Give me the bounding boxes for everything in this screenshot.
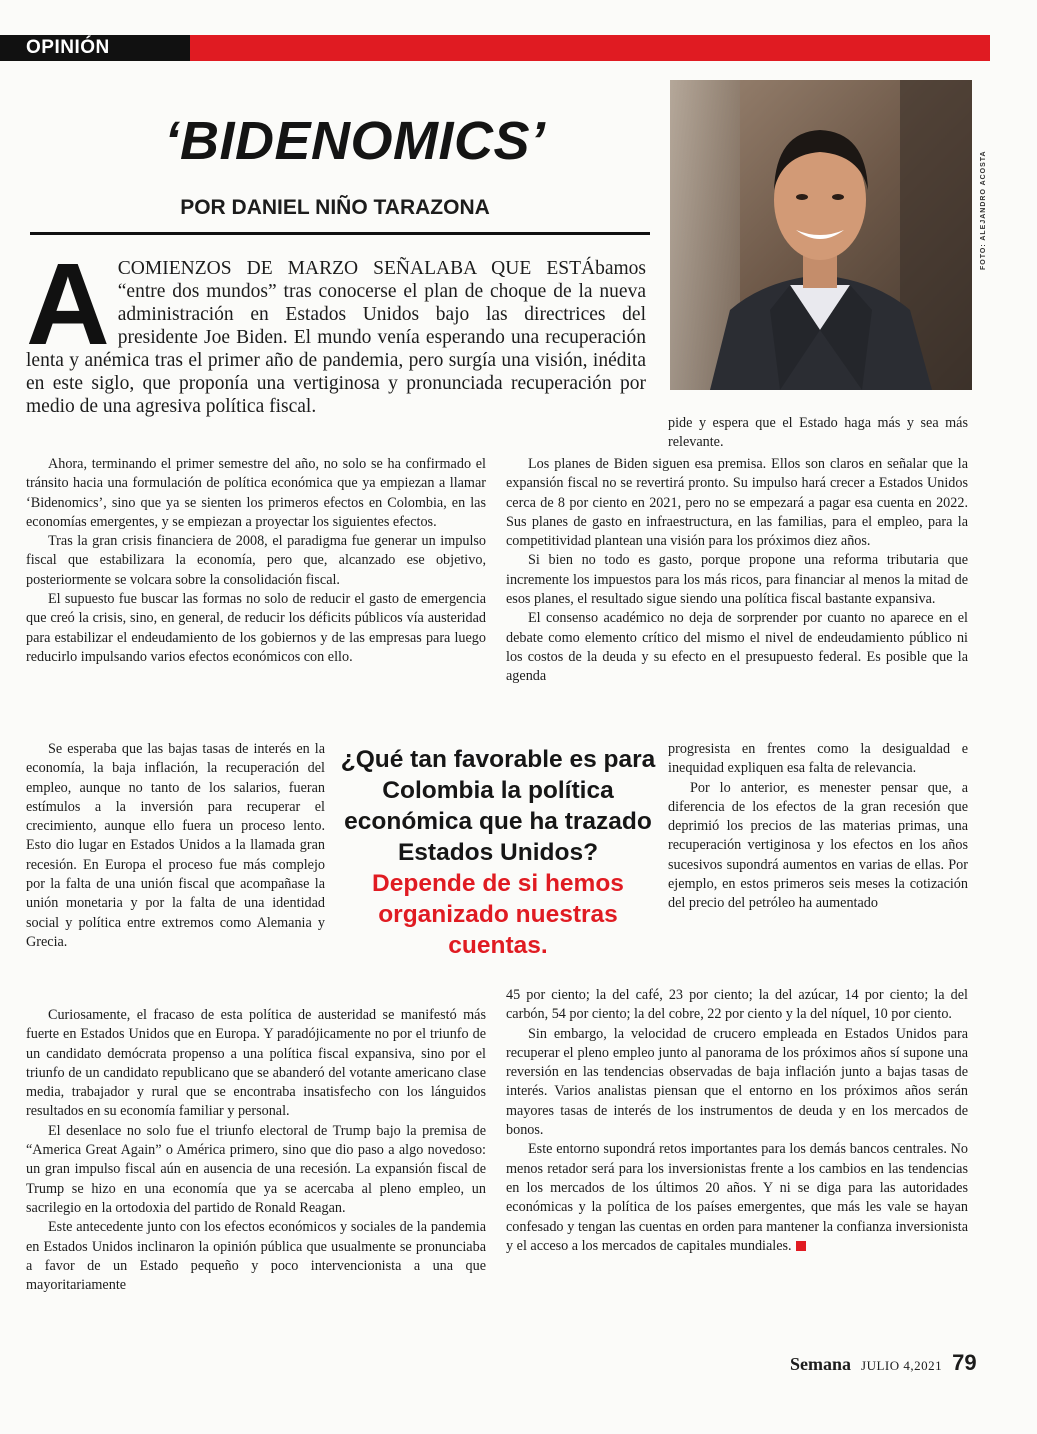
section-bar <box>0 35 990 61</box>
pull-quote-answer: Depende de si hemos organizado nuestras cuentas. <box>372 870 624 959</box>
paragraph: Tras la gran crisis financiera de 2008, el paradigma fue generar un impulso fiscal que estabilizara la economía, pero que, alcanzado ese objetivo, posteriormente se volcara sobre la consolidación fiscal. <box>26 533 486 588</box>
right-bottom-column <box>506 986 968 1256</box>
pull-quote-question: ¿Qué tan favorable es para Colombia la política económica que ha trazado Estados Unidos? <box>340 746 656 866</box>
paragraph <box>506 1140 968 1256</box>
magazine-name: Semana <box>790 1354 852 1374</box>
paragraph: pide y espera que el Estado haga más y sea más relevante. <box>668 415 968 451</box>
paragraph: Los planes de Biden siguen esa premisa. Ellos son claros en señalar que la expansión fiscal no se revertirá pronto. Su impulso hará crecer a Estados Unidos cerca de 8 por ciento en 2021, pero no se empezará a pagar esa cuenta en 2022. Sus planes de gasto en infraestructura, en las familias, para el empleo, para la competitividad plantean una visión para los próximos diez años. <box>506 456 968 550</box>
paragraph: progresista en frentes como la desigualdad e inequidad expliquen esa falta de relevancia. <box>668 741 968 777</box>
issue-date: JULIO 4,2021 <box>861 1358 943 1373</box>
author-photo <box>670 80 972 390</box>
paragraph: El supuesto fue buscar las formas no solo de reducir el gasto de emergencia que creó la crisis, sino, en general, de reducir los déficits públicos vía austeridad para estabilizar el endeudamiento de los gobiernos y de las empresas para luego reducirlo impulsando varios efectos económicos con ello. <box>26 591 486 665</box>
lede-text: COMIENZOS DE MARZO SEÑALABA QUE ESTÁbamos “entre dos mundos” tras conocerse el plan de choque de la nueva administración en Estados Unidos bajo las directrices del presidente Joe Biden. El mundo venía esperando una recuperación lenta y anémica tras el primer año de pandemia, pero surgía una visión, inédita en este siglo, que proponía una vertiginosa y pronunciada recuperación por medio de una agresiva política fiscal. <box>26 258 646 417</box>
paragraph: Sin embargo, la velocidad de crucero empleada en Estados Unidos para recuperar el pleno empleo junto al panorama de los próximos años sí supone una reversión en las tendencias observadas de baja inflación junto a bajas tasas de interés. Varios analistas piensan que el entorno en los próximos años serán mayores tasas de interés de los instrumentos de deuda y en los mercados de bonos. <box>506 1025 968 1139</box>
byline: POR DANIEL NIÑO TARAZONA <box>180 196 490 219</box>
paragraph: Si bien no todo es gasto, porque propone una reforma tributaria que incremente los impuestos para los más ricos, para financiar al menos la mitad de esos planes, el resultado sigue siendo una política fiscal bastante expansiva. <box>506 552 968 608</box>
paragraph: Este antecedente junto con los efectos económicos y sociales de la pandemia en Estados Unidos inclinaron la opinión pública que usualmente se pronunciaba a favor de un Estado pequeño y poco intervencionista a una que mayoritariamente <box>26 1219 486 1294</box>
paragraph: Curiosamente, el fracaso de esta política de austeridad se manifestó más fuerte en Estados Unidos que en Europa. Y paradójicamente no por el triunfo de un candidato demócrata propenso a una política fiscal expansiva, sino por el triunfo de un candidato republicano que se abanderó del votante americano clase media, trabajador y rural que se encontraba insatisfecho con los lánguidos resultados en su economía familiar y personal. <box>26 1007 486 1120</box>
lede-paragraph <box>26 239 646 418</box>
end-mark-icon <box>796 1241 806 1251</box>
article-title: ‘BIDENOMICS’ <box>164 111 546 171</box>
drop-cap: A <box>26 239 110 369</box>
paragraph: Ahora, terminando el primer semestre del año, no solo se ha confirmado el tránsito hacia una formulación de política económica que ya empiezan a llamar ‘Bidenomics’, sino que ya se sienten los primeros efectos en Colombia, en las economías emergentes, y se empiezan a proyectar los siguientes efectos. <box>26 456 486 530</box>
paragraph: Se esperaba que las bajas tasas de interés en la economía, la baja inflación, la recuperación del empleo, aunque no tanto de los salarios, fueran estímulos a la inversión para recuperar el crecimiento, aunque ello fuera un proceso lento. Esto dio lugar en Estados Unidos a la llamada gran recesión. En Europa el proceso fue más complejo por la falta de una unión fiscal que acompañase la unión monetaria y por la falta de una identidad social y política entre extremos como Alemania y Grecia. <box>26 741 325 950</box>
left-column <box>26 455 486 667</box>
paragraph: El desenlace no solo fue el triunfo electoral de Trump bajo la premisa de “America Great Again” o América primero, sino que dio paso a algo novedoso: un gran impulso fiscal aún en ausencia de una recesión. La expansión fiscal de Trump se hizo en una economía que ya se acercaba al pleno empleo, un sacrilegio en la ortodoxia del partido de Ronald Reagan. <box>26 1122 486 1216</box>
right-column <box>506 455 968 687</box>
page-number: 79 <box>952 1350 977 1375</box>
right-narrow-column <box>668 740 968 914</box>
photo-credit: FOTO: ALEJANDRO ACOSTA <box>980 150 987 270</box>
page-footer <box>790 1350 977 1376</box>
pull-quote <box>338 744 658 961</box>
right-column-top <box>668 414 968 453</box>
paragraph-text: Este entorno supondrá retos importantes para los demás bancos centrales. No menos retador será para los inversionistas frente a los cambios en las tendencias en los mercados de los últimos 20 años. Y ni se diga para las autoridades económicas y la política de los países emergentes, que más les vale se hayan confesado y tengan las cuentas en orden para mantener la confianza inversionista y el acceso a los mercados de capitales mundiales. <box>506 1141 968 1254</box>
paragraph: Por lo anterior, es menester pensar que, a diferencia de los efectos de la gran recesión que deprimió los precios de las materias primas, una recuperación vertiginosa y los efectos en los años sucesivos supondrá aumentos en varias de ellas. Por ejemplo, en estos primeros seis meses la cotización del precio del petróleo ha aumentado <box>668 779 968 912</box>
paragraph: 45 por ciento; la del café, 23 por ciento; la del azúcar, 14 por ciento; la del carbón, 54 por ciento; la del cobre, 22 por ciento y la del níquel, 10 por ciento. <box>506 987 968 1023</box>
title-rule <box>30 232 650 235</box>
left-narrow-column <box>26 740 325 952</box>
paragraph: El consenso académico no deja de sorprender por cuanto no aparece en el debate como elemento crítico del mismo el nivel de endeudamiento público ni los costos de la deuda y su efecto en el presupuesto federal. Es posible que la agenda <box>506 610 968 685</box>
section-label: OPINIÓN <box>26 37 110 58</box>
left-bottom-column <box>26 1006 486 1295</box>
